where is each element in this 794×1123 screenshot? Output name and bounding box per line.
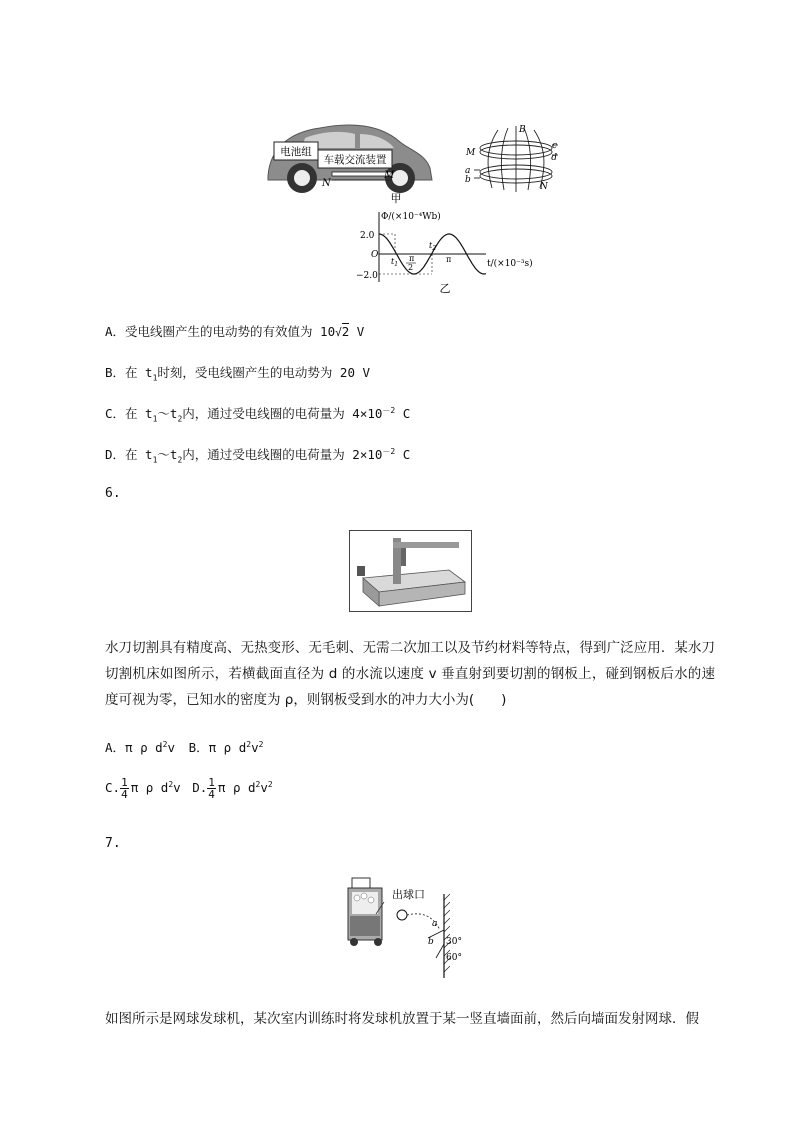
ball-machine	[348, 878, 384, 946]
figure-yi-chart	[350, 208, 540, 294]
angle-60-label: 60°	[446, 953, 462, 963]
q6-options-cd: C. $\frac{1}{4}$ π ρ $d^2v$ D. $\frac{1}{4}$ π ρ $d^2v^2$	[105, 776, 273, 801]
tennis-machine-figure	[340, 874, 480, 980]
coil-label-d: d	[551, 153, 557, 163]
q7-number: 7.	[105, 836, 121, 851]
waterjet-machine-photo	[349, 530, 472, 612]
q5-option-d: D．在 $t_1\sim t_2$内，通过受电线圈的电荷量为 $2\times 10^{-2}$ C	[105, 446, 411, 465]
q5-option-c: C．在 $t_1\sim t_2$内，通过受电线圈的电荷量为 $4\times 10^{-2}$ C	[105, 405, 411, 424]
figure-jia-caption: 甲	[390, 192, 402, 205]
ray-60	[436, 944, 444, 958]
pi-half-den: 2	[408, 263, 414, 272]
coil-label-b: b	[465, 175, 471, 185]
pi-label: π	[446, 255, 452, 264]
coil-label-a: a	[465, 166, 471, 176]
t2-label: $t_2$	[429, 241, 437, 252]
t1-label: $t_1$	[391, 257, 399, 268]
coil-label-M: M	[466, 148, 476, 158]
y-axis-label: Φ/(×10⁻⁴Wb)	[381, 212, 441, 222]
q6-options-ab: A．π ρ $d^2v$ B．π ρ $d^2v^2$	[105, 739, 264, 755]
q5-option-a: A．受电线圈产生的电动势的有效值为 10√2 V	[105, 324, 365, 339]
device-label: 车载交流装置	[323, 154, 387, 166]
y-tick-pos: 2.0	[360, 231, 375, 241]
coil-label-B: B	[519, 125, 526, 135]
y-tick-neg: −2.0	[356, 271, 378, 281]
pi-half-num: π	[409, 254, 415, 263]
coil-label-c: c	[551, 141, 557, 151]
outlet-ball	[397, 910, 407, 920]
point-a-label: a	[432, 919, 438, 929]
x-axis-label: t/(×10⁻³s)	[487, 259, 533, 269]
q7-paragraph: 如图所示是网球发球机，某次室内训练时将发球机放置于某一竖直墙面前，然后向墙面发射网球．假	[105, 1011, 699, 1027]
battery-label: 电池组	[280, 146, 312, 158]
origin-label: O	[371, 250, 379, 260]
coil-label-N: N	[540, 182, 548, 192]
figure-yi-caption: 乙	[439, 282, 451, 294]
car-label-M: M	[384, 170, 395, 181]
q6-paragraph: 水刀切割具有精度高、无热变形、无毛刺、无需二次加工以及节约材料等特点，得到广泛应用．某水刀切割机床如图所示，若横截面直径为 d 的水流以速度 v 垂直射到要切割的钢板上，碰到钢板后水的速度可视为零，已知水的密度为 ρ，则钢板受到水的冲力大小为( )	[105, 640, 715, 708]
car-label-N: N	[322, 178, 331, 189]
q6-number: 6.	[105, 486, 121, 501]
figure-jia	[260, 118, 560, 208]
outlet-label: 出球口	[392, 888, 425, 901]
q5-option-b: B．在 $t_1$时刻，受电线圈产生的电动势为 20 V	[105, 365, 371, 383]
angle-30-label: 30°	[446, 937, 462, 947]
point-b-label: b	[428, 937, 434, 947]
